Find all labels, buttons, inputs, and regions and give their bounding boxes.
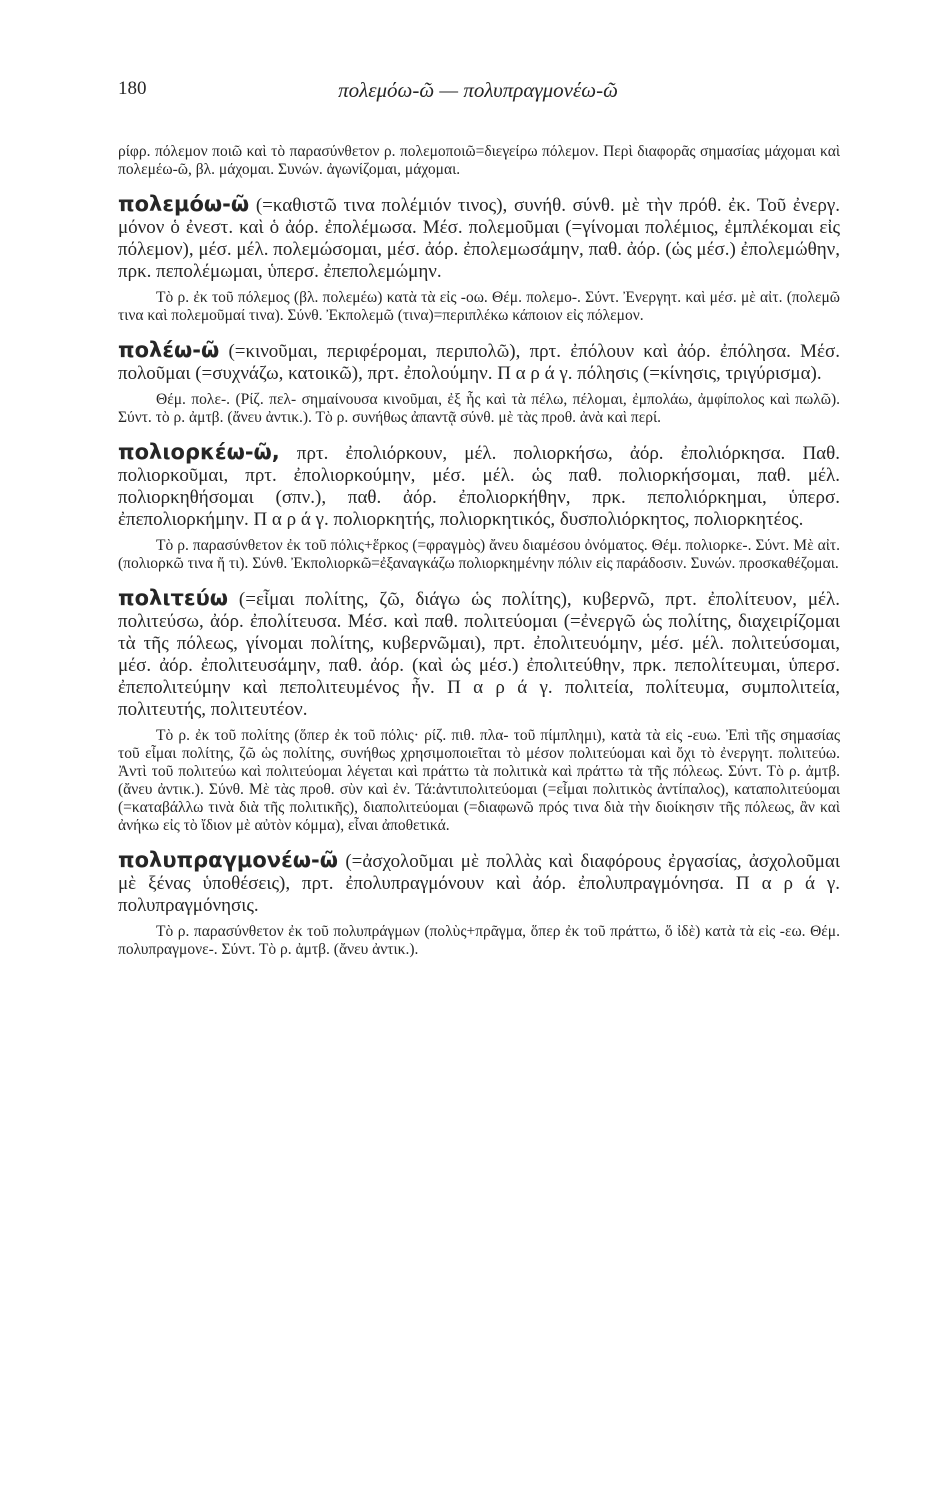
page-content xyxy=(118,143,840,959)
entry-etymology: Τὸ ρ. ἐκ τοῦ πόλεμος (βλ. πολεμέω) κατὰ τὰ εἰς -οω. Θέμ. πολεμο-. Σύντ. Ἐνεργητ. καὶ μέσ. μὲ αἰτ. (πολεμῶ τινα καὶ πολεμοῦμαί τινα). Σύνθ. Ἐκπολεμῶ (τινα)=περιπλέκω κάποιον εἰς πόλεμον. xyxy=(118,289,840,324)
entry-headword: πολεμόω-ῶ xyxy=(118,192,250,216)
entry-body: πρτ. ἐπολιόρκουν, μέλ. πολιορκήσω, ἀόρ. ἐπολιόρκησα. Παθ. πολιορκοῦμαι, πρτ. ἐπολιορκούμην, μέσ. μέλ. ὡς παθ. πολιορκήσομαι, παθ. μέλ. πολιορκηθήσομαι (σπν.), παθ. ἀόρ. ἐπολιορκήθην, πρκ. πεπολιόρκημαι, ὑπερσ. ἐπεπολιορκήμην. Π α ρ ά γ. πολιορκητής, πολιορκητικός, δυσπολιόρκητος, πολιορκητέος. xyxy=(118,443,840,530)
entry-headword: πολιορκέω-ῶ, xyxy=(118,440,280,464)
dictionary-entry xyxy=(118,849,840,959)
entry-headword: πολιτεύω xyxy=(118,586,229,610)
entry-body: (=κινοῦμαι, περιφέρομαι, περιπολῶ), πρτ. ἐπόλουν καὶ ἀόρ. ἐπόλησα. Μέσ. πολοῦμαι (=συχνάζω, κατοικῶ), πρτ. ἐπολούμην. Π α ρ ά γ. πόλησις (=κίνησις, τριγύρισμα). xyxy=(118,341,840,384)
entry-headword: πολέω-ῶ xyxy=(118,338,220,362)
dictionary-entry xyxy=(118,339,840,427)
entry-definition xyxy=(118,441,840,531)
entry-etymology: Τὸ ρ. ἐκ τοῦ πολίτης (ὅπερ ἐκ τοῦ πόλις· ρίζ. πιθ. πλα- τοῦ πίμπλημι), κατὰ τὰ εἰς -ευω. Ἐπὶ τῆς σημασίας τοῦ εἶμαι πολίτης, ζῶ ὡς πολίτης, συνήθως χρησιμοποιεῖται τὸ μέσον πολιτεύομαι καὶ ὄχι τὸ ἐνεργητ. πολιτεύω. Ἀντὶ τοῦ πολιτεύω καὶ πολιτεύομαι λέγεται καὶ πράττω τὰ πολιτικὰ καὶ πράττω τὰ τῆς πόλεως. Σύντ. Τὸ ρ. ἀμτβ. (ἄνευ ἀντικ.). Σύνθ. Μὲ τὰς προθ. σὺν καὶ ἐν. Τά:ἀντιπολιτεύομαι (=εἶμαι πολιτικὸς ἀντίπαλος), καταπολιτεύομαι (=καταβάλλω τινὰ διὰ τῆς πολιτικῆς), διαπολιτεύομαι (=διαφωνῶ πρός τινα διὰ τὴν διοίκησιν τῆς πόλεως, ἂν καὶ ἀνήκω εἰς τὸ ἴδιον μὲ αὐτὸν κόμμα), εἶναι ἀποθετικά. xyxy=(118,727,840,834)
entry-definition xyxy=(118,849,840,917)
entry-body: (=εἶμαι πολίτης, ζῶ, διάγω ὡς πολίτης), κυβερνῶ, πρτ. ἐπολίτευον, μέλ. πολιτεύσω, ἀόρ. ἐπολίτευσα. Μέσ. καὶ παθ. πολιτεύομαι (=ἐνεργῶ ὡς πολίτης, διαχειρίζομαι τὰ τῆς πόλεως, γίνομαι πολίτης, κυβερνῶμαι), πρτ. ἐπολιτευόμην, μέσ. μέλ. πολιτεύσομαι, μέσ. ἀόρ. ἐπολιτευσάμην, παθ. ἀόρ. (καὶ ὡς μέσ.) ἐπολιτεύθην, πρκ. πεπολίτευμαι, ὑπερσ. ἐπεπολιτεύμην καὶ πεπολιτευμένος ἦν. Π α ρ ά γ. πολιτεία, πολίτευμα, συμπολιτεία, πολιτευτής, πολιτευτέον. xyxy=(118,589,840,720)
entry-etymology: Τὸ ρ. παρασύνθετον ἐκ τοῦ πόλις+ἕρκος (=φραγμὸς) ἄνευ διαμέσου ὀνόματος. Θέμ. πολιορκε-. Σύντ. Μὲ αἰτ. (πολιορκῶ τινα ἤ τι). Σύνθ. Ἐκπολιορκῶ=ἐξαναγκάζω πολιορκημένην πόλιν εἰς παράδοσιν. Συνών. προσκαθέζομαι. xyxy=(118,537,840,572)
dictionary-entry xyxy=(118,441,840,573)
entry-headword: πολυπραγμονέω-ῶ xyxy=(118,848,338,872)
dictionary-entry xyxy=(118,587,840,835)
entry-definition xyxy=(118,587,840,721)
entry-body: (=ἀσχολοῦμαι μὲ πολλὰς καὶ διαφόρους ἐργασίας, ἀσχολοῦμαι μὲ ξένας ὑποθέσεις), πρτ. ἐπολυπραγμόνουν καὶ ἀόρ. ἐπολυπραγμόνησα. Π α ρ ά γ. πολυπραγμόνησις. xyxy=(118,851,840,916)
entry-body: (=καθιστῶ τινα πολέμιόν τινος), συνήθ. σύνθ. μὲ τὴν πρόθ. ἐκ. Τοῦ ἐνεργ. μόνον ὁ ἐνεστ. καὶ ὁ ἀόρ. ἐπολέμωσα. Μέσ. πολεμοῦμαι (=γίνομαι πολέμιος, ἐμπλέκομαι εἰς πόλεμον), μέσ. μέλ. πολεμώσομαι, μέσ. ἀόρ. ἐπολεμωσάμην, παθ. ἀόρ. (ὡς μέσ.) ἐπολεμώθην, πρκ. πεπολέμωμαι, ὑπερσ. ἐπεπολεμώμην. xyxy=(118,195,840,282)
page-header xyxy=(118,78,838,112)
page-number: 180 xyxy=(118,78,147,99)
entry-definition xyxy=(118,339,840,385)
dictionary-entry xyxy=(118,193,840,325)
running-title: πολεμόω-ῶ — πολυπραγμονέω-ῶ xyxy=(338,78,618,102)
continued-text: ρίφρ. πόλεμον ποιῶ καὶ τὸ παρασύνθετον ρ. πολεμοποιῶ=διεγείρω πόλεμον. Περὶ διαφορᾶς σημασίας μάχομαι καὶ πολεμέω-ῶ, βλ. μάχομαι. Συνών. ἀγωνίζομαι, μάχομαι. xyxy=(118,143,840,178)
entry-etymology: Τὸ ρ. παρασύνθετον ἐκ τοῦ πολυπράγμων (πολὺς+πρᾶγμα, ὅπερ ἐκ τοῦ πράττω, ὅ ἰδὲ) κατὰ τὰ εἰς -εω. Θέμ. πολυπραγμονε-. Σύντ. Τὸ ρ. ἀμτβ. (ἄνευ ἀντικ.). xyxy=(118,923,840,958)
entry-definition xyxy=(118,193,840,283)
entry-etymology: Θέμ. πολε-. (Ρίζ. πελ- σημαίνουσα κινοῦμαι, ἐξ ἧς καὶ τὰ πέλω, πέλομαι, ἐμπολάω, ἀμφίπολος καὶ πωλῶ). Σύντ. τὸ ρ. ἀμτβ. (ἄνευ ἀντικ.). Τὸ ρ. συνήθως ἀπαντᾷ σύνθ. μὲ τὰς προθ. ἀνὰ καὶ περί. xyxy=(118,391,840,426)
